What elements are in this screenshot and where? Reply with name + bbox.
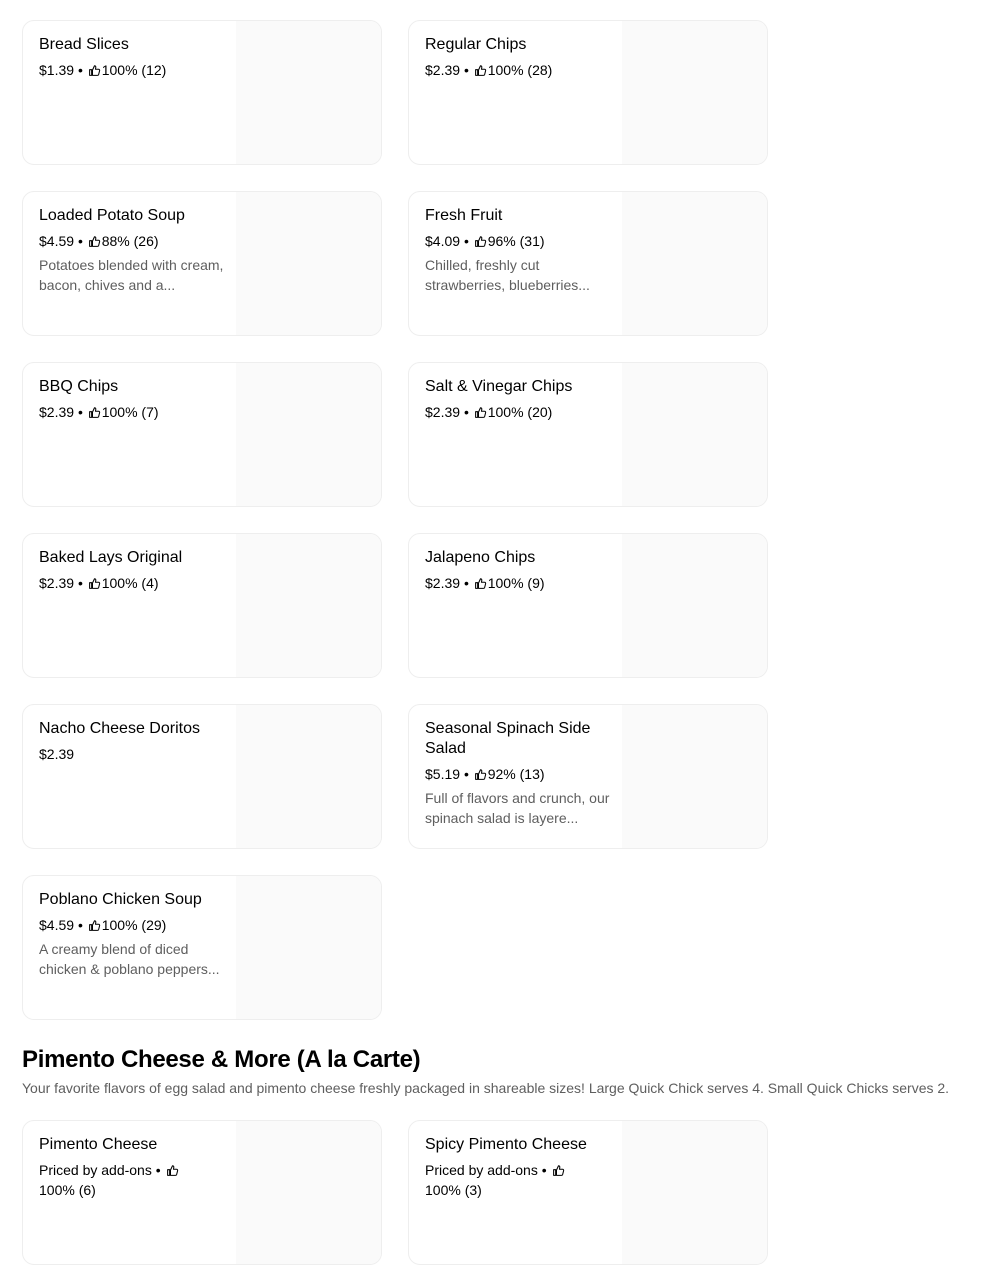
- menu-item-meta: [39, 60, 227, 80]
- menu-item-rating: 100% (3): [425, 1182, 482, 1198]
- menu-item-meta: [39, 1160, 189, 1200]
- menu-item-name: Regular Chips: [425, 36, 527, 53]
- menu-item-name: Nacho Cheese Doritos: [39, 720, 200, 737]
- menu-item-meta: [425, 402, 613, 422]
- menu-item-image: [622, 705, 767, 848]
- menu-item-card[interactable]: [408, 362, 768, 507]
- menu-item-card[interactable]: [22, 1120, 382, 1265]
- menu-item-price: $2.39: [39, 575, 75, 591]
- menu-item-card[interactable]: [408, 191, 768, 336]
- menu-item-meta: [39, 402, 227, 422]
- menu-item-card[interactable]: [22, 533, 382, 678]
- meta-separator: •: [77, 62, 83, 78]
- thumbs-up-icon: [166, 1164, 179, 1177]
- menu-item-meta: [39, 744, 227, 764]
- menu-item-info: [425, 35, 613, 80]
- menu-item-info: [39, 35, 227, 80]
- menu-item-description: Chilled, freshly cut strawberries, blueberries...: [425, 257, 590, 293]
- menu-item-rating: 100% (7): [101, 404, 159, 420]
- meta-separator: •: [77, 233, 83, 249]
- menu-item-card[interactable]: [22, 191, 382, 336]
- menu-item-name: Pimento Cheese: [39, 1136, 158, 1153]
- menu-item-image: [622, 363, 767, 506]
- menu-item-card[interactable]: [408, 704, 768, 849]
- menu-item-name: Baked Lays Original: [39, 549, 183, 566]
- thumbs-up-icon: [88, 919, 101, 932]
- menu-item-image: [236, 534, 381, 677]
- menu-item-price: $4.59: [39, 917, 75, 933]
- menu-item-name: Jalapeno Chips: [425, 549, 536, 566]
- thumbs-up-icon: [474, 64, 487, 77]
- menu-item-name: Spicy Pimento Cheese: [425, 1136, 587, 1153]
- menu-item-image: [622, 1121, 767, 1264]
- menu-item-name: Loaded Potato Soup: [39, 207, 185, 224]
- menu-item-info: [425, 719, 613, 828]
- menu-item-image: [236, 876, 381, 1019]
- menu-item-name: Poblano Chicken Soup: [39, 891, 202, 908]
- menu-item-rating: 100% (29): [101, 917, 167, 933]
- menu-item-rating: 100% (9): [487, 575, 545, 591]
- menu-item-price: $2.39: [425, 62, 461, 78]
- menu-item-name: BBQ Chips: [39, 378, 119, 395]
- menu-item-card[interactable]: [22, 875, 382, 1020]
- meta-separator: •: [77, 917, 83, 933]
- menu-item-info: [39, 719, 227, 764]
- menu-item-price: $2.39: [39, 746, 75, 762]
- menu-item-rating: 100% (20): [487, 404, 553, 420]
- menu-item-price: Priced by add-ons: [425, 1162, 538, 1178]
- menu-item-info: [39, 1135, 189, 1200]
- menu-item-card[interactable]: [22, 362, 382, 507]
- menu-item-price: $1.39: [39, 62, 75, 78]
- menu-item-rating: 92% (13): [487, 766, 545, 782]
- menu-item-card[interactable]: [408, 533, 768, 678]
- menu-item-image: [622, 192, 767, 335]
- menu-item-image: [236, 1121, 381, 1264]
- meta-separator: •: [463, 404, 469, 420]
- menu-item-meta: [39, 573, 227, 593]
- menu-item-price: Priced by add-ons: [39, 1162, 152, 1178]
- menu-item-price: $4.09: [425, 233, 461, 249]
- menu-item-price: $2.39: [39, 404, 75, 420]
- menu-item-meta: [39, 231, 227, 251]
- meta-separator: •: [463, 62, 469, 78]
- menu-item-image: [236, 705, 381, 848]
- menu-item-name: Fresh Fruit: [425, 207, 503, 224]
- thumbs-up-icon: [88, 577, 101, 590]
- menu-item-price: $4.59: [39, 233, 75, 249]
- menu-item-price: $2.39: [425, 404, 461, 420]
- thumbs-up-icon: [88, 406, 101, 419]
- menu-item-rating: 96% (31): [487, 233, 545, 249]
- menu-item-info: [425, 1135, 587, 1200]
- menu-item-info: [39, 548, 227, 593]
- menu-item-image: [622, 21, 767, 164]
- section-title: Pimento Cheese & More (A la Carte): [22, 1046, 421, 1073]
- meta-separator: •: [77, 575, 83, 591]
- menu-item-rating: 100% (6): [39, 1182, 96, 1198]
- thumbs-up-icon: [88, 235, 101, 248]
- menu-item-image: [236, 192, 381, 335]
- menu-item-image: [622, 534, 767, 677]
- menu-item-info: [39, 890, 227, 979]
- meta-separator: •: [463, 575, 469, 591]
- thumbs-up-icon: [88, 64, 101, 77]
- menu-item-rating: 100% (4): [101, 575, 159, 591]
- menu-item-card[interactable]: [22, 20, 382, 165]
- menu-item-meta: [425, 573, 613, 593]
- menu-item-info: [425, 548, 613, 593]
- menu-item-name: Bread Slices: [39, 36, 129, 53]
- menu-item-name: Seasonal Spinach Side Salad: [425, 720, 591, 757]
- menu-item-card[interactable]: [408, 20, 768, 165]
- menu-item-image: [236, 363, 381, 506]
- meta-separator: •: [541, 1162, 547, 1178]
- menu-item-card[interactable]: [408, 1120, 768, 1265]
- menu-item-info: [39, 377, 227, 422]
- menu-item-card[interactable]: [22, 704, 382, 849]
- thumbs-up-icon: [474, 235, 487, 248]
- meta-separator: •: [77, 404, 83, 420]
- menu-item-info: [39, 206, 227, 295]
- menu-item-rating: 100% (28): [487, 62, 553, 78]
- menu-item-meta: [425, 231, 613, 251]
- thumbs-up-icon: [474, 577, 487, 590]
- menu-item-meta: [39, 915, 227, 935]
- meta-separator: •: [463, 233, 469, 249]
- menu-item-price: $2.39: [425, 575, 461, 591]
- menu-item-meta: [425, 60, 613, 80]
- thumbs-up-icon: [474, 406, 487, 419]
- thumbs-up-icon: [552, 1164, 565, 1177]
- section-subtitle: Your favorite flavors of egg salad and pimento cheese freshly packaged in shareable sizes! Large Quick Chick serves 4. Small Quick Chicks serves 2.: [22, 1080, 950, 1096]
- menu-item-rating: 88% (26): [101, 233, 159, 249]
- meta-separator: •: [463, 766, 469, 782]
- menu-item-image: [236, 21, 381, 164]
- meta-separator: •: [155, 1162, 161, 1178]
- menu-item-name: Salt & Vinegar Chips: [425, 378, 573, 395]
- menu-item-rating: 100% (12): [101, 62, 167, 78]
- menu-item-description: Full of flavors and crunch, our spinach salad is layere...: [425, 790, 610, 826]
- thumbs-up-icon: [474, 768, 487, 781]
- menu-item-meta: [425, 764, 613, 784]
- menu-item-price: $5.19: [425, 766, 461, 782]
- menu-item-description: A creamy blend of diced chicken & poblano peppers...: [39, 941, 220, 977]
- menu-item-info: [425, 206, 613, 295]
- menu-item-description: Potatoes blended with cream, bacon, chives and a...: [39, 257, 224, 293]
- menu-item-meta: [425, 1160, 575, 1200]
- menu-item-info: [425, 377, 613, 422]
